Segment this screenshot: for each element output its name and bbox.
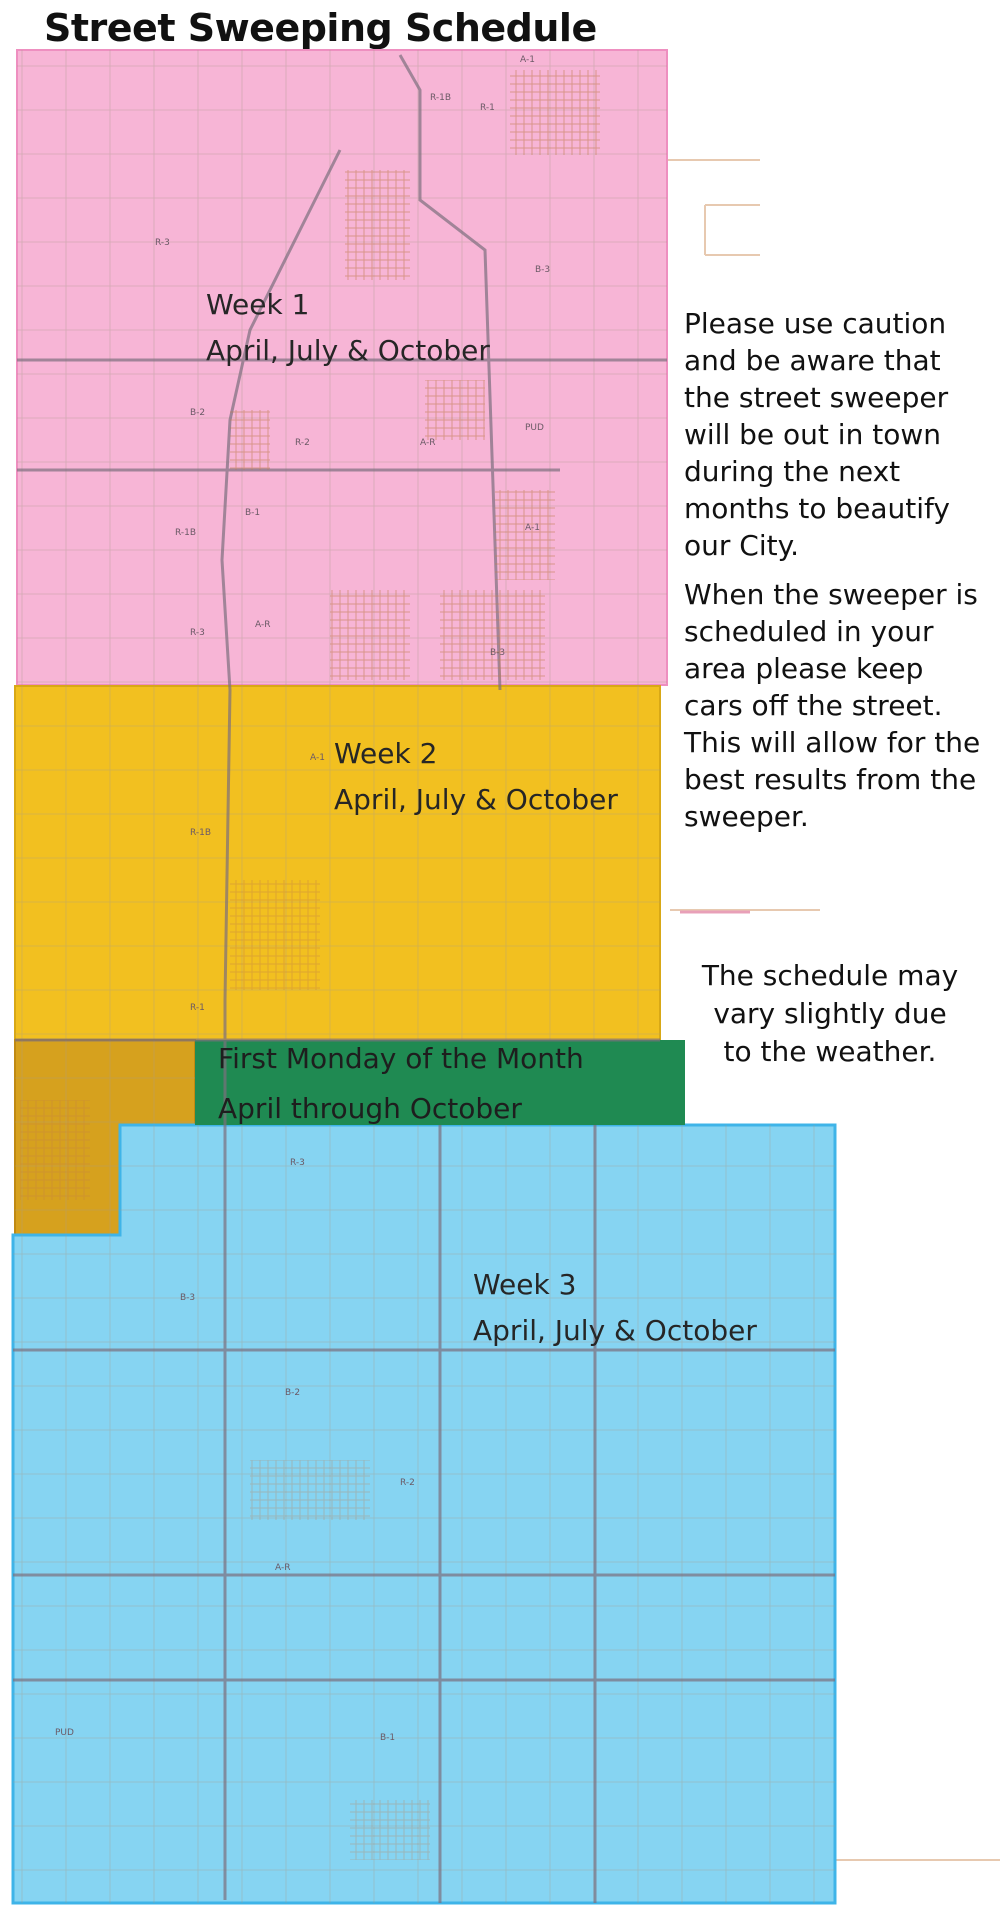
notice-paragraph-1: Please use caution and be aware that the street sweeper will be out in town during the next months to beautify our City. [684,307,950,562]
zoning-label: R-3 [155,238,170,248]
week-2-months: April, July & October [334,783,618,816]
zoning-label: R-1B [190,828,212,838]
zoning-label: R-3 [290,1158,305,1168]
zoning-label: R-3 [190,628,205,638]
week-3-label [473,1262,757,1354]
week-2-title: Week 2 [334,737,438,770]
zoning-label: PUD [55,1728,74,1738]
zoning-label: R-2 [295,438,310,448]
zoning-label: B-2 [190,408,206,418]
schedule-vary-note: The schedule may vary slightly due to the weather. [701,959,959,1068]
zoning-label: A-1 [525,523,540,533]
zoning-label: B-3 [180,1293,196,1303]
week-2-label [334,731,618,823]
zoning-label: A-R [255,620,271,630]
first-monday-label [218,1034,584,1134]
zoning-label: R-2 [400,1478,415,1488]
zoning-label: B-3 [490,648,506,658]
week-3-months: April, July & October [473,1314,757,1347]
zoning-label: A-R [275,1563,291,1573]
zoning-label: R-1B [430,93,452,103]
zoning-label: R-1B [175,528,197,538]
zoning-label: R-1 [480,103,495,113]
week-1-months: April, July & October [206,334,490,367]
first-monday-months: April through October [218,1092,522,1125]
zoning-label: B-1 [245,508,261,518]
zoning-label: A-1 [310,753,325,763]
zoning-label: PUD [525,423,544,433]
week-1-title: Week 1 [206,288,310,321]
week-1-label [206,282,490,374]
zoning-label: B-3 [535,265,551,275]
week-3-title: Week 3 [473,1268,577,1301]
zoning-label: B-2 [285,1388,301,1398]
zoning-label: R-1 [190,1003,205,1013]
zone-week-3 [13,1125,835,1903]
zoning-label: A-1 [520,55,535,65]
first-monday-title: First Monday of the Month [218,1042,584,1075]
zoning-label: B-1 [380,1733,396,1743]
notice-text [684,305,984,847]
notice-paragraph-2: When the sweeper is scheduled in your area please keep cars off the street. This will allow for the best results from the sweeper. [684,578,981,833]
page-title: Street Sweeping Schedule [44,6,597,50]
zoning-label: A-R [420,438,436,448]
